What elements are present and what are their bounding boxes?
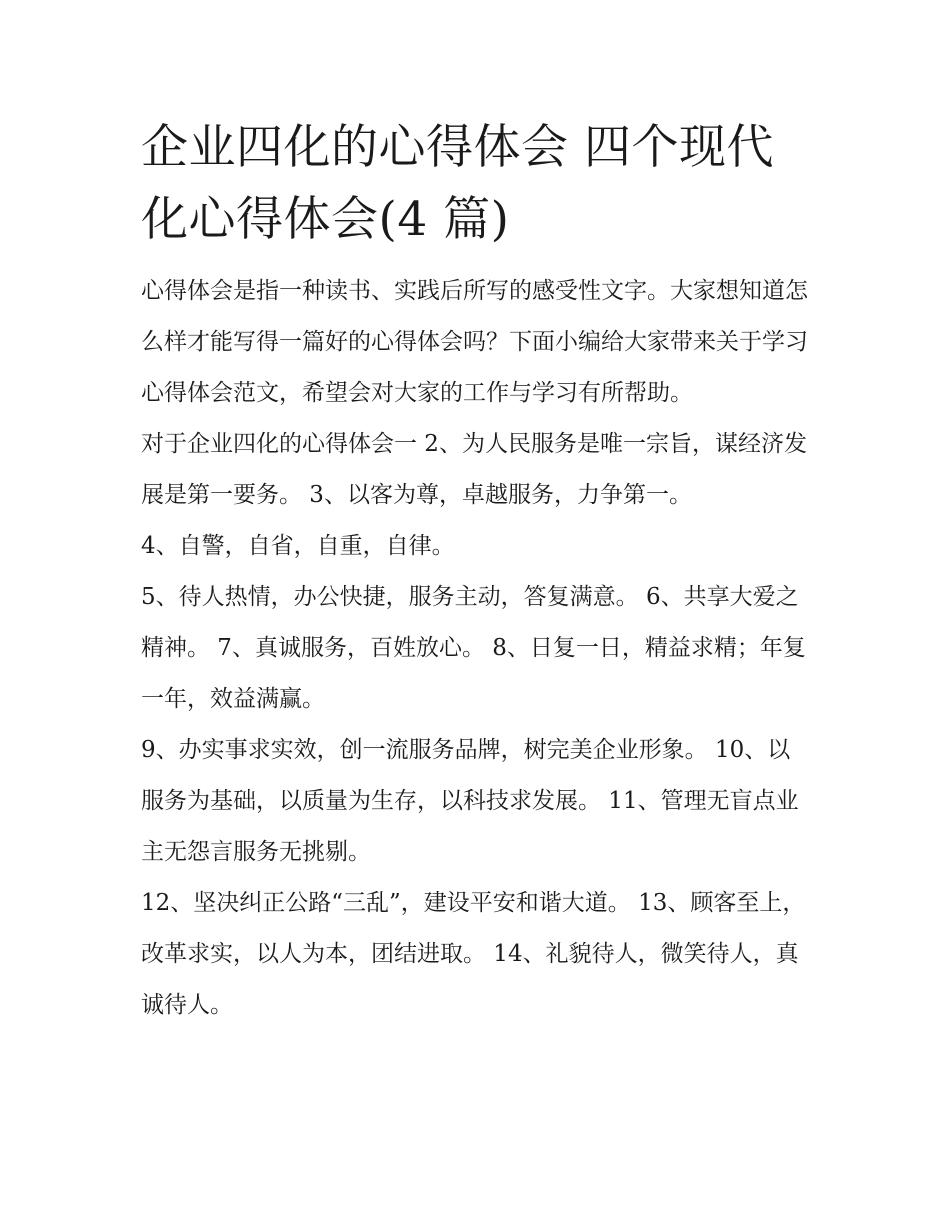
paragraph-item-1: 对于企业四化的心得体会一 2、为人民服务是唯一宗旨，谋经济发展是第一要务。 3、以客为尊，卓越服务，力争第一。: [141, 431, 807, 508]
paragraph-item-4: 9、办实事求实效，创一流服务品牌，树完美企业形象。 10、以服务为基础，以质量为生存，以科技求发展。 11、管理无盲点业主无怨言服务无挑剔。: [141, 737, 799, 865]
paragraph-item-3: 5、待人热情，办公快捷，服务主动，答复满意。 6、共享大爱之精神。 7、真诚服务，百姓放心。 8、日复一日，精益求精；年复一年，效益满赢。: [141, 584, 806, 712]
document-body: [141, 112, 813, 1031]
paragraph-item-5: 12、坚决纠正公路“三乱”，建设平安和谐大道。 13、顾客至上，改革求实，以人为本，团结进取。 14、礼貌待人，微笑待人，真诚待人。: [141, 890, 806, 1018]
document-title: 企业四化的心得体会 四个现代化心得体会(4 篇): [141, 120, 774, 247]
paragraph-item-2: 4、自警，自省，自重，自律。: [141, 533, 455, 559]
paragraph-intro: 心得体会是指一种读书、实践后所写的感受性文字。大家想知道怎么样才能写得一篇好的心得体会吗？下面小编给大家带来关于学习心得体会范文，希望会对大家的工作与学习有所帮助。: [141, 278, 808, 406]
